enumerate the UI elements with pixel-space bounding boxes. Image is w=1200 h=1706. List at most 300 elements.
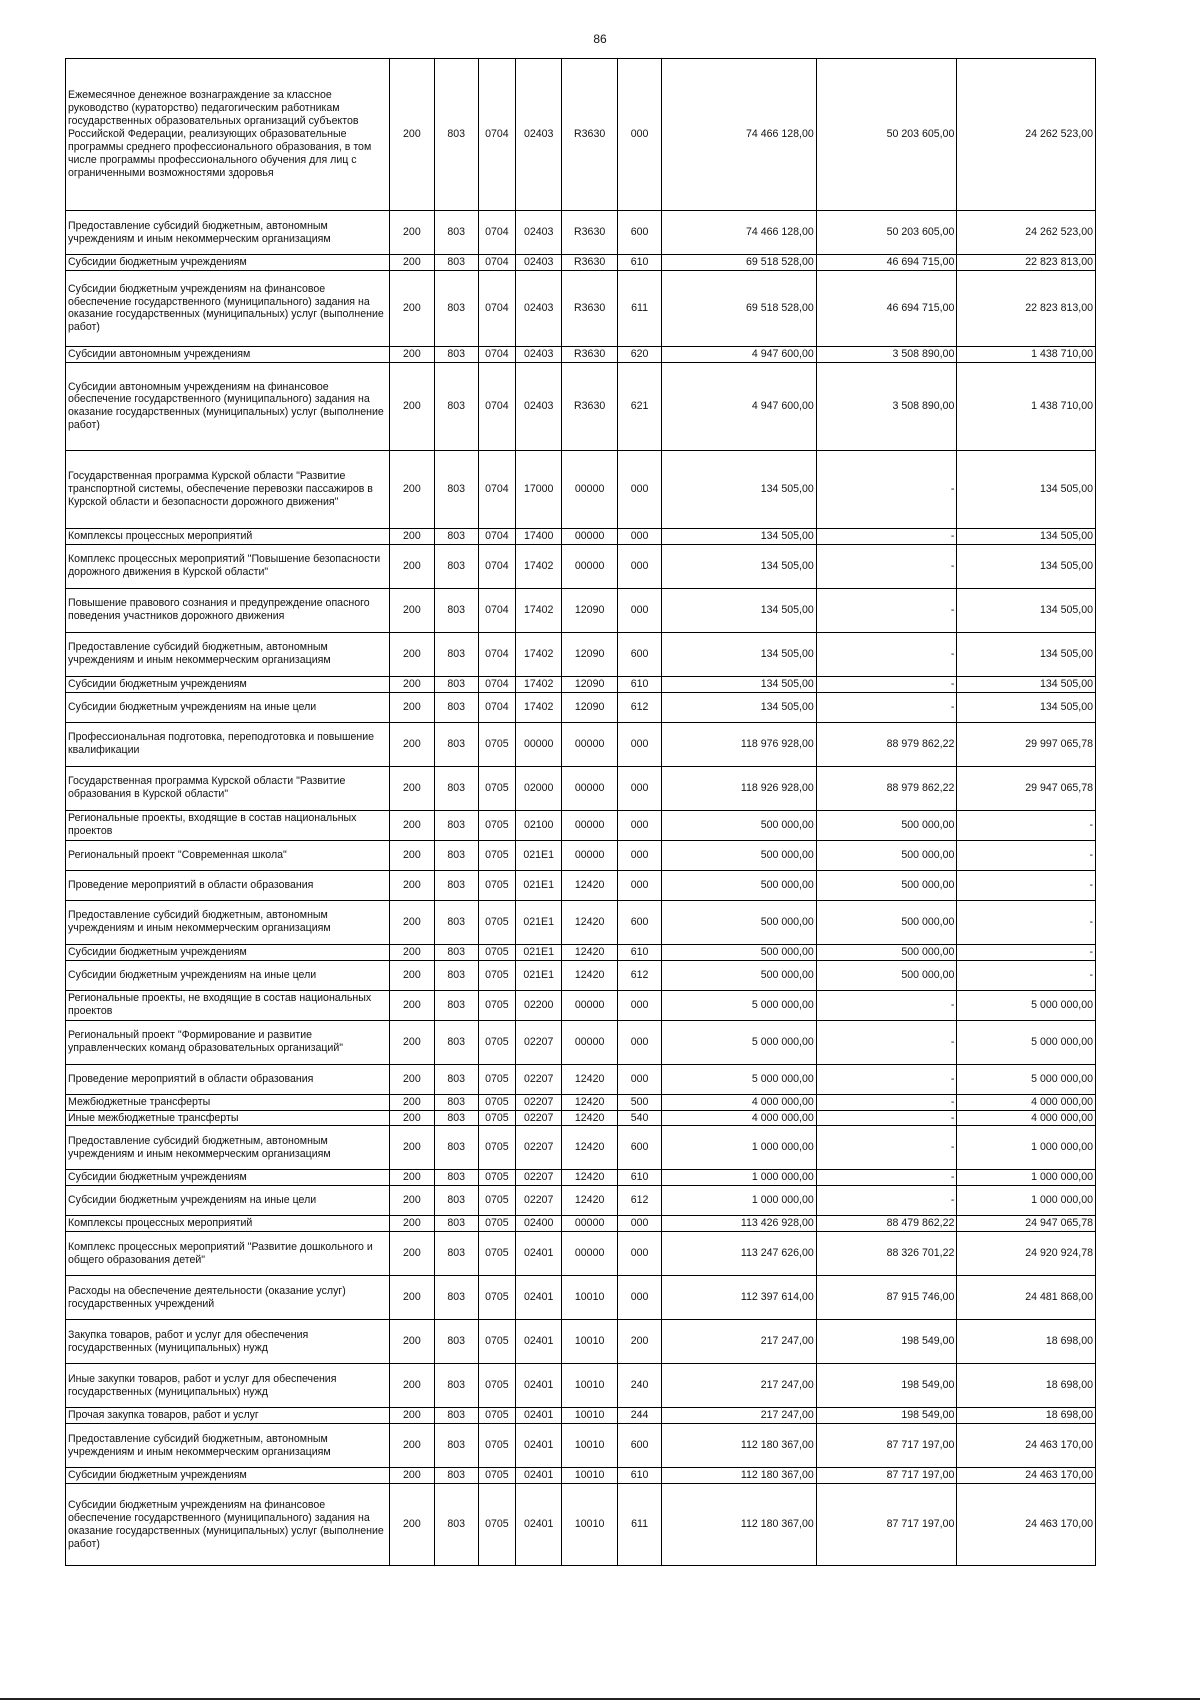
row-code-1: 200 [389, 632, 434, 676]
row-code-5: R3630 [562, 211, 618, 255]
row-code-2: 803 [434, 1020, 478, 1064]
row-code-6: 000 [618, 766, 662, 810]
table-row [66, 1186, 1096, 1216]
row-code-3: 0705 [478, 960, 516, 990]
row-value-1: 1 000 000,00 [661, 1126, 816, 1170]
row-name: Субсидии бюджетным учреждениям на финансовое обеспечение государственного (муниципального) задания на оказание государственных (муниципальных) услуг (выполнение работ) [66, 1484, 390, 1566]
table-row [66, 1408, 1096, 1424]
row-code-4: 02403 [516, 211, 562, 255]
row-code-1: 200 [389, 59, 434, 211]
row-code-4: 00000 [516, 722, 562, 766]
row-code-6: 244 [618, 1408, 662, 1424]
row-code-6: 000 [618, 450, 662, 528]
table-row [66, 944, 1096, 960]
row-code-1: 200 [389, 1276, 434, 1320]
row-value-1: 118 926 928,00 [661, 766, 816, 810]
row-code-4: 02403 [516, 255, 562, 271]
row-code-3: 0704 [478, 450, 516, 528]
row-code-2: 803 [434, 766, 478, 810]
row-code-3: 0705 [478, 990, 516, 1020]
page-number: 86 [593, 32, 607, 46]
row-value-3: 5 000 000,00 [957, 990, 1096, 1020]
row-code-3: 0704 [478, 544, 516, 588]
row-value-3: 24 262 523,00 [957, 59, 1096, 211]
row-code-5: 12420 [562, 870, 618, 900]
table-row [66, 1232, 1096, 1276]
row-value-3: 18 698,00 [957, 1408, 1096, 1424]
row-value-2: 88 979 862,22 [816, 722, 957, 766]
row-code-4: 02207 [516, 1094, 562, 1110]
row-code-3: 0705 [478, 1170, 516, 1186]
row-code-5: 12090 [562, 676, 618, 692]
row-code-6: 611 [618, 270, 662, 346]
row-value-1: 118 976 928,00 [661, 722, 816, 766]
row-name: Ежемесячное денежное вознаграждение за классное руководство (кураторство) педагогическим работникам государственных образовательных организаций субъектов Российской Федерации, реализующих образовательные программы среднего профессионального образования, в том числе программы профессионального обучения для лиц с ограниченными возможностями здоровья [66, 59, 390, 211]
row-value-3: 1 000 000,00 [957, 1170, 1096, 1186]
row-code-6: 610 [618, 1170, 662, 1186]
row-code-2: 803 [434, 1364, 478, 1408]
row-code-5: 00000 [562, 1020, 618, 1064]
row-code-2: 803 [434, 362, 478, 450]
row-value-1: 4 947 600,00 [661, 362, 816, 450]
row-code-6: 600 [618, 211, 662, 255]
row-code-2: 803 [434, 944, 478, 960]
row-value-2: 88 979 862,22 [816, 766, 957, 810]
row-code-3: 0704 [478, 59, 516, 211]
row-code-2: 803 [434, 528, 478, 544]
table-row [66, 960, 1096, 990]
row-code-1: 200 [389, 1484, 434, 1566]
row-code-6: 000 [618, 1276, 662, 1320]
row-code-5: 12090 [562, 632, 618, 676]
row-code-5: 12090 [562, 692, 618, 722]
row-name: Комплексы процессных мероприятий [66, 1216, 390, 1232]
row-value-2: 500 000,00 [816, 944, 957, 960]
row-code-6: 240 [618, 1364, 662, 1408]
row-code-4: 02401 [516, 1232, 562, 1276]
row-code-2: 803 [434, 1126, 478, 1170]
row-code-4: 021E1 [516, 960, 562, 990]
row-code-4: 02401 [516, 1468, 562, 1484]
row-code-2: 803 [434, 810, 478, 840]
row-value-3: 134 505,00 [957, 676, 1096, 692]
row-value-1: 4 000 000,00 [661, 1094, 816, 1110]
row-value-1: 69 518 528,00 [661, 270, 816, 346]
row-code-4: 17402 [516, 676, 562, 692]
row-name: Межбюджетные трансферты [66, 1094, 390, 1110]
row-code-2: 803 [434, 1424, 478, 1468]
row-code-1: 200 [389, 1110, 434, 1126]
row-name: Проведение мероприятий в области образования [66, 870, 390, 900]
row-value-2: - [816, 450, 957, 528]
row-code-4: 02401 [516, 1364, 562, 1408]
row-code-3: 0704 [478, 346, 516, 362]
row-value-2: - [816, 632, 957, 676]
row-code-3: 0705 [478, 1020, 516, 1064]
row-code-2: 803 [434, 544, 478, 588]
table-row [66, 722, 1096, 766]
budget-table [65, 58, 1096, 1566]
row-value-3: 134 505,00 [957, 544, 1096, 588]
row-name: Комплексы процессных мероприятий [66, 528, 390, 544]
row-code-1: 200 [389, 810, 434, 840]
row-name: Субсидии автономным учреждениям на финансовое обеспечение государственного (муниципального) задания на оказание государственных (муниципальных) услуг (выполнение работ) [66, 362, 390, 450]
row-code-2: 803 [434, 1484, 478, 1566]
row-code-5: R3630 [562, 362, 618, 450]
row-code-5: 12420 [562, 900, 618, 944]
row-code-5: 12420 [562, 944, 618, 960]
row-code-5: 00000 [562, 1216, 618, 1232]
row-code-3: 0705 [478, 1320, 516, 1364]
row-code-6: 000 [618, 1232, 662, 1276]
table-row [66, 1064, 1096, 1094]
row-code-6: 000 [618, 840, 662, 870]
row-code-4: 17402 [516, 588, 562, 632]
row-value-3: 134 505,00 [957, 528, 1096, 544]
row-value-3: 29 997 065,78 [957, 722, 1096, 766]
row-code-1: 200 [389, 1232, 434, 1276]
table-row [66, 1468, 1096, 1484]
row-code-6: 000 [618, 1020, 662, 1064]
row-value-2: - [816, 528, 957, 544]
row-code-6: 000 [618, 59, 662, 211]
row-value-1: 217 247,00 [661, 1320, 816, 1364]
row-code-5: 12420 [562, 1126, 618, 1170]
row-value-1: 500 000,00 [661, 870, 816, 900]
row-name: Закупка товаров, работ и услуг для обеспечения государственных (муниципальных) нужд [66, 1320, 390, 1364]
table-row [66, 1364, 1096, 1408]
row-code-5: 10010 [562, 1408, 618, 1424]
row-code-3: 0705 [478, 1064, 516, 1094]
row-code-3: 0705 [478, 1110, 516, 1126]
row-value-2: - [816, 1186, 957, 1216]
row-code-3: 0705 [478, 944, 516, 960]
row-code-1: 200 [389, 722, 434, 766]
row-value-3: 1 438 710,00 [957, 362, 1096, 450]
row-name: Субсидии бюджетным учреждениям [66, 1468, 390, 1484]
row-name: Субсидии автономным учреждениям [66, 346, 390, 362]
row-value-2: - [816, 1170, 957, 1186]
row-value-1: 134 505,00 [661, 544, 816, 588]
row-value-2: - [816, 1110, 957, 1126]
row-value-2: - [816, 544, 957, 588]
row-code-6: 000 [618, 528, 662, 544]
row-code-1: 200 [389, 1216, 434, 1232]
row-value-3: 29 947 065,78 [957, 766, 1096, 810]
row-code-6: 000 [618, 722, 662, 766]
row-code-4: 02207 [516, 1126, 562, 1170]
table-row [66, 528, 1096, 544]
row-value-1: 134 505,00 [661, 692, 816, 722]
table-row [66, 1216, 1096, 1232]
row-code-4: 02207 [516, 1020, 562, 1064]
table-row [66, 1170, 1096, 1186]
row-value-3: 1 000 000,00 [957, 1126, 1096, 1170]
row-code-4: 02401 [516, 1276, 562, 1320]
row-value-3: 5 000 000,00 [957, 1064, 1096, 1094]
row-code-6: 621 [618, 362, 662, 450]
row-code-2: 803 [434, 1216, 478, 1232]
row-code-5: 12420 [562, 1064, 618, 1094]
row-code-6: 611 [618, 1484, 662, 1566]
row-value-2: 88 479 862,22 [816, 1216, 957, 1232]
row-value-1: 134 505,00 [661, 450, 816, 528]
row-code-4: 02403 [516, 362, 562, 450]
table-row [66, 870, 1096, 900]
row-code-6: 000 [618, 1064, 662, 1094]
row-name: Субсидии бюджетным учреждениям [66, 944, 390, 960]
table-row [66, 1020, 1096, 1064]
row-code-6: 600 [618, 1126, 662, 1170]
row-code-6: 500 [618, 1094, 662, 1110]
row-code-1: 200 [389, 870, 434, 900]
row-code-3: 0705 [478, 840, 516, 870]
row-value-2: - [816, 1094, 957, 1110]
row-code-2: 803 [434, 59, 478, 211]
row-value-1: 1 000 000,00 [661, 1170, 816, 1186]
row-code-2: 803 [434, 692, 478, 722]
row-code-3: 0705 [478, 722, 516, 766]
row-code-1: 200 [389, 1468, 434, 1484]
row-code-2: 803 [434, 1408, 478, 1424]
row-name: Предоставление субсидий бюджетным, автономным учреждениям и иным некоммерческим организациям [66, 632, 390, 676]
row-value-1: 74 466 128,00 [661, 211, 816, 255]
row-value-3: 22 823 813,00 [957, 255, 1096, 271]
row-name: Субсидии бюджетным учреждениям на иные цели [66, 1186, 390, 1216]
row-code-6: 000 [618, 588, 662, 632]
row-value-2: - [816, 1020, 957, 1064]
table-row [66, 544, 1096, 588]
row-value-3: - [957, 944, 1096, 960]
row-code-2: 803 [434, 1094, 478, 1110]
row-name: Проведение мероприятий в области образования [66, 1064, 390, 1094]
row-code-5: 10010 [562, 1424, 618, 1468]
row-value-1: 112 397 614,00 [661, 1276, 816, 1320]
row-code-6: 612 [618, 960, 662, 990]
row-code-4: 17402 [516, 632, 562, 676]
row-value-2: - [816, 676, 957, 692]
row-value-3: - [957, 900, 1096, 944]
table-row [66, 346, 1096, 362]
row-code-1: 200 [389, 1186, 434, 1216]
row-name: Предоставление субсидий бюджетным, автономным учреждениям и иным некоммерческим организациям [66, 1424, 390, 1468]
row-value-2: 198 549,00 [816, 1320, 957, 1364]
row-value-2: - [816, 588, 957, 632]
row-code-1: 200 [389, 588, 434, 632]
row-value-3: 5 000 000,00 [957, 1020, 1096, 1064]
row-code-2: 803 [434, 1186, 478, 1216]
row-value-3: - [957, 870, 1096, 900]
row-code-2: 803 [434, 1170, 478, 1186]
row-value-3: 22 823 813,00 [957, 270, 1096, 346]
row-value-1: 113 247 626,00 [661, 1232, 816, 1276]
row-value-1: 74 466 128,00 [661, 59, 816, 211]
row-code-6: 540 [618, 1110, 662, 1126]
row-code-3: 0704 [478, 588, 516, 632]
row-code-6: 620 [618, 346, 662, 362]
row-code-4: 02100 [516, 810, 562, 840]
row-value-1: 500 000,00 [661, 900, 816, 944]
row-name: Комплекс процессных мероприятий "Развитие дошкольного и общего образования детей" [66, 1232, 390, 1276]
row-code-1: 200 [389, 1126, 434, 1170]
row-value-1: 500 000,00 [661, 810, 816, 840]
row-value-3: 134 505,00 [957, 692, 1096, 722]
row-value-3: 134 505,00 [957, 450, 1096, 528]
table-row [66, 990, 1096, 1020]
row-value-2: 3 508 890,00 [816, 346, 957, 362]
row-code-5: 10010 [562, 1484, 618, 1566]
row-value-2: 87 915 746,00 [816, 1276, 957, 1320]
row-name: Предоставление субсидий бюджетным, автономным учреждениям и иным некоммерческим организациям [66, 1126, 390, 1170]
row-name: Региональные проекты, не входящие в состав национальных проектов [66, 990, 390, 1020]
row-code-1: 200 [389, 1320, 434, 1364]
row-value-1: 134 505,00 [661, 588, 816, 632]
row-value-2: 87 717 197,00 [816, 1424, 957, 1468]
row-value-3: 18 698,00 [957, 1364, 1096, 1408]
row-code-3: 0705 [478, 766, 516, 810]
row-value-1: 5 000 000,00 [661, 990, 816, 1020]
row-value-2: - [816, 1126, 957, 1170]
row-code-3: 0704 [478, 528, 516, 544]
row-code-1: 200 [389, 450, 434, 528]
row-code-3: 0705 [478, 1364, 516, 1408]
row-code-2: 803 [434, 870, 478, 900]
row-value-1: 69 518 528,00 [661, 255, 816, 271]
row-code-5: 10010 [562, 1320, 618, 1364]
row-value-1: 112 180 367,00 [661, 1468, 816, 1484]
row-code-4: 02401 [516, 1320, 562, 1364]
table-row [66, 1424, 1096, 1468]
row-code-4: 17400 [516, 528, 562, 544]
row-code-4: 02400 [516, 1216, 562, 1232]
table-row [66, 588, 1096, 632]
table-row [66, 1094, 1096, 1110]
table-row [66, 1110, 1096, 1126]
row-code-4: 02403 [516, 270, 562, 346]
row-code-5: 12420 [562, 1170, 618, 1186]
row-name: Расходы на обеспечение деятельности (оказание услуг) государственных учреждений [66, 1276, 390, 1320]
row-code-3: 0705 [478, 900, 516, 944]
row-code-2: 803 [434, 1468, 478, 1484]
row-code-5: 10010 [562, 1468, 618, 1484]
row-name: Субсидии бюджетным учреждениям на иные цели [66, 960, 390, 990]
row-value-3: 24 463 170,00 [957, 1468, 1096, 1484]
row-code-5: 00000 [562, 1232, 618, 1276]
row-value-2: 500 000,00 [816, 840, 957, 870]
row-value-3: 24 463 170,00 [957, 1484, 1096, 1566]
row-name: Региональный проект "Формирование и развитие управленческих команд образовательных организаций" [66, 1020, 390, 1064]
row-code-3: 0705 [478, 1216, 516, 1232]
row-code-2: 803 [434, 676, 478, 692]
row-value-1: 500 000,00 [661, 960, 816, 990]
row-value-3: 4 000 000,00 [957, 1094, 1096, 1110]
row-value-3: - [957, 840, 1096, 870]
row-code-2: 803 [434, 632, 478, 676]
row-code-3: 0705 [478, 1276, 516, 1320]
row-code-3: 0704 [478, 632, 516, 676]
row-name: Субсидии бюджетным учреждениям [66, 255, 390, 271]
row-code-5: 00000 [562, 450, 618, 528]
row-code-2: 803 [434, 900, 478, 944]
row-code-1: 200 [389, 840, 434, 870]
row-code-1: 200 [389, 255, 434, 271]
row-value-2: 88 326 701,22 [816, 1232, 957, 1276]
row-value-3: 1 438 710,00 [957, 346, 1096, 362]
row-value-1: 500 000,00 [661, 840, 816, 870]
row-code-5: 12420 [562, 1094, 618, 1110]
table-row [66, 1320, 1096, 1364]
row-name: Субсидии бюджетным учреждениям [66, 676, 390, 692]
row-code-1: 200 [389, 692, 434, 722]
row-code-5: 00000 [562, 840, 618, 870]
row-code-2: 803 [434, 270, 478, 346]
row-code-3: 0704 [478, 676, 516, 692]
row-code-3: 0704 [478, 692, 516, 722]
row-code-3: 0704 [478, 270, 516, 346]
table-row [66, 766, 1096, 810]
row-value-3: 4 000 000,00 [957, 1110, 1096, 1126]
row-value-2: 87 717 197,00 [816, 1484, 957, 1566]
row-code-1: 200 [389, 1094, 434, 1110]
row-code-3: 0705 [478, 1468, 516, 1484]
table-row [66, 1126, 1096, 1170]
row-code-5: 00000 [562, 990, 618, 1020]
row-value-3: 24 481 868,00 [957, 1276, 1096, 1320]
row-value-1: 1 000 000,00 [661, 1186, 816, 1216]
row-code-2: 803 [434, 960, 478, 990]
row-value-2: 500 000,00 [816, 900, 957, 944]
row-code-1: 200 [389, 346, 434, 362]
row-code-5: 12420 [562, 1110, 618, 1126]
row-code-2: 803 [434, 1232, 478, 1276]
row-code-4: 021E1 [516, 870, 562, 900]
row-code-6: 000 [618, 870, 662, 900]
table-row [66, 900, 1096, 944]
row-code-6: 000 [618, 1216, 662, 1232]
row-code-2: 803 [434, 255, 478, 271]
row-code-1: 200 [389, 676, 434, 692]
row-code-4: 02200 [516, 990, 562, 1020]
row-code-1: 200 [389, 1424, 434, 1468]
row-code-4: 02000 [516, 766, 562, 810]
row-code-1: 200 [389, 944, 434, 960]
row-code-2: 803 [434, 588, 478, 632]
row-value-2: 87 717 197,00 [816, 1468, 957, 1484]
row-code-3: 0705 [478, 810, 516, 840]
table-row [66, 255, 1096, 271]
row-code-1: 200 [389, 362, 434, 450]
table-row [66, 692, 1096, 722]
row-value-3: 134 505,00 [957, 588, 1096, 632]
row-code-1: 200 [389, 1020, 434, 1064]
row-value-3: 18 698,00 [957, 1320, 1096, 1364]
row-code-3: 0704 [478, 211, 516, 255]
row-value-1: 112 180 367,00 [661, 1424, 816, 1468]
row-code-6: 610 [618, 1468, 662, 1484]
row-value-1: 113 426 928,00 [661, 1216, 816, 1232]
row-code-4: 021E1 [516, 944, 562, 960]
row-code-4: 02207 [516, 1110, 562, 1126]
row-code-1: 200 [389, 1364, 434, 1408]
row-code-5: 00000 [562, 766, 618, 810]
row-code-5: R3630 [562, 59, 618, 211]
row-value-2: 500 000,00 [816, 960, 957, 990]
row-value-1: 500 000,00 [661, 944, 816, 960]
row-code-4: 02207 [516, 1170, 562, 1186]
row-value-1: 112 180 367,00 [661, 1484, 816, 1566]
row-value-1: 5 000 000,00 [661, 1020, 816, 1064]
row-code-3: 0705 [478, 1094, 516, 1110]
